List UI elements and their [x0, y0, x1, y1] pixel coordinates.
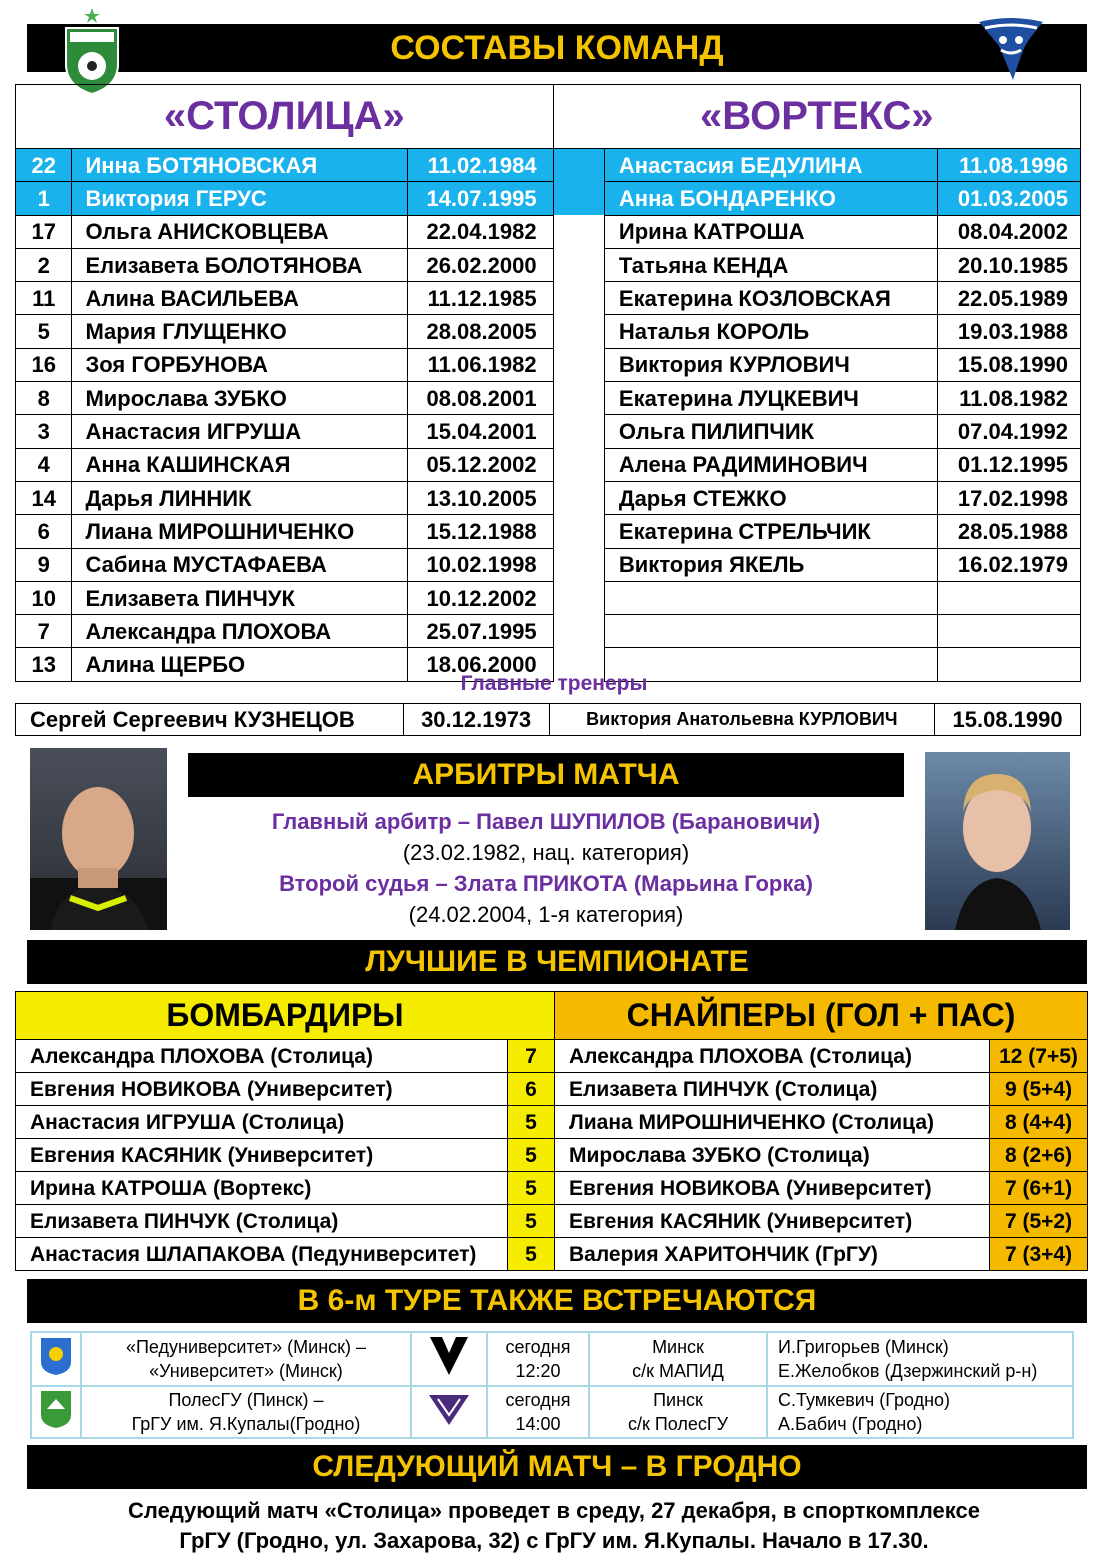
tour-logo-2 — [411, 1386, 487, 1438]
tour-refs — [767, 1386, 1073, 1438]
away-player-name: Ольга ПИЛИПЧИК — [604, 415, 937, 448]
home-player-dob: 18.06.2000 — [407, 648, 553, 681]
home-player-dob: 11.02.1984 — [407, 149, 553, 182]
match-day: сегодня — [505, 1390, 571, 1410]
team-1: ПолесГУ (Пинск) – — [168, 1390, 324, 1410]
home-player-name: Виктория ГЕРУС — [72, 182, 407, 215]
sniper-points: 8 (4+4) — [990, 1106, 1088, 1139]
sniper-name: Валерия ХАРИТОНЧИК (ГрГУ) — [555, 1238, 990, 1271]
scorer-goals: 5 — [508, 1238, 555, 1271]
home-coach-name: Сергей Сергеевич КУЗНЕЦОВ — [16, 704, 404, 736]
home-player-number: 1 — [16, 182, 72, 215]
roster-row — [16, 348, 1081, 381]
home-player-dob: 13.10.2005 — [407, 481, 553, 514]
roster-row — [16, 481, 1081, 514]
home-player-number: 9 — [16, 548, 72, 581]
away-player-name: Екатерина СТРЕЛЬЧИК — [604, 515, 937, 548]
away-player-name: Дарья СТЕЖКО — [604, 481, 937, 514]
match-venue: с/к ПолесГУ — [627, 1414, 729, 1434]
tour-table — [30, 1331, 1074, 1439]
home-player-number: 3 — [16, 415, 72, 448]
home-player-number: 17 — [16, 215, 72, 248]
away-player-name: Татьяна КЕНДА — [604, 248, 937, 281]
home-player-number: 6 — [16, 515, 72, 548]
sniper-name: Лиана МИРОШНИЧЕНКО (Столица) — [555, 1106, 990, 1139]
home-player-name: Анастасия ИГРУША — [72, 415, 407, 448]
snipers-title: СНАЙПЕРЫ (ГОЛ + ПАС) — [555, 992, 1088, 1040]
roster-row — [16, 315, 1081, 348]
scorer-name: Александра ПЛОХОВА (Столица) — [16, 1040, 508, 1073]
home-player-name: Зоя ГОРБУНОВА — [72, 348, 407, 381]
sniper-points: 7 (3+4) — [990, 1238, 1088, 1271]
away-player-name — [604, 581, 937, 614]
next-line-2: ГрГУ (Гродно, ул. Захарова, 32) с ГрГУ им. Я.Купалы. Начало в 17.30. — [179, 1528, 929, 1553]
roster-gap — [553, 415, 604, 448]
tour-logo-2 — [411, 1332, 487, 1386]
scorer-goals: 5 — [508, 1106, 555, 1139]
best-table — [15, 991, 1088, 1271]
away-player-dob: 08.04.2002 — [938, 215, 1081, 248]
away-coach-dob: 15.08.1990 — [935, 704, 1081, 736]
roster-gap — [553, 348, 604, 381]
sniper-points: 9 (5+4) — [990, 1073, 1088, 1106]
away-player-dob: 11.08.1996 — [938, 149, 1081, 182]
second-referee-info: (24.02.2004, 1-я категория) — [408, 902, 684, 927]
away-player-name: Алена РАДИМИНОВИЧ — [604, 448, 937, 481]
home-player-number: 13 — [16, 648, 72, 681]
home-player-number: 11 — [16, 282, 72, 315]
home-player-name: Дарья ЛИННИК — [72, 481, 407, 514]
roster-gap — [553, 581, 604, 614]
sniper-name: Мирослава ЗУБКО (Столица) — [555, 1139, 990, 1172]
home-player-dob: 10.12.2002 — [407, 581, 553, 614]
scorer-goals: 5 — [508, 1205, 555, 1238]
ref-2: Е.Желобков (Дзержинский р-н) — [778, 1361, 1038, 1381]
roster-row — [16, 515, 1081, 548]
tour-match-row — [31, 1332, 1073, 1386]
home-player-name: Ольга АНИСКОВЦЕВА — [72, 215, 407, 248]
away-player-name: Виктория ЯКЕЛЬ — [604, 548, 937, 581]
away-player-name: Ирина КАТРОША — [604, 215, 937, 248]
roster-row — [16, 282, 1081, 315]
sniper-name: Елизавета ПИНЧУК (Столица) — [555, 1073, 990, 1106]
home-player-dob: 15.04.2001 — [407, 415, 553, 448]
home-player-name: Лиана МИРОШНИЧЕНКО — [72, 515, 407, 548]
team-2: «Университет» (Минск) — [149, 1361, 343, 1381]
best-row — [16, 1073, 1088, 1106]
referee-photo-second — [925, 752, 1070, 930]
home-player-dob: 26.02.2000 — [407, 248, 553, 281]
match-city: Минск — [652, 1337, 704, 1357]
home-player-name: Сабина МУСТАФАЕВА — [72, 548, 407, 581]
referees-bar — [188, 753, 904, 797]
tour-venue — [589, 1332, 767, 1386]
u-letter-icon — [426, 1363, 472, 1383]
tour-bar — [27, 1279, 1087, 1323]
scorer-goals: 6 — [508, 1073, 555, 1106]
away-player-dob: 22.05.1989 — [938, 282, 1081, 315]
home-player-name: Анна КАШИНСКАЯ — [72, 448, 407, 481]
away-player-dob: 01.12.1995 — [938, 448, 1081, 481]
title-bar — [27, 24, 1087, 72]
away-team-name: «ВОРТЕКС» — [553, 85, 1080, 149]
next-title: СЛЕДУЮЩИЙ МАТЧ – В ГРОДНО — [312, 1450, 802, 1483]
sniper-points: 7 (6+1) — [990, 1172, 1088, 1205]
roster-gap — [553, 382, 604, 415]
home-player-name: Елизавета БОЛОТЯНОВА — [72, 248, 407, 281]
home-player-number: 14 — [16, 481, 72, 514]
scorers-title: БОМБАРДИРЫ — [16, 992, 555, 1040]
away-player-dob: 17.02.1998 — [938, 481, 1081, 514]
roster-gap — [553, 481, 604, 514]
best-title: ЛУЧШИЕ В ЧЕМПИОНАТЕ — [365, 945, 749, 978]
roster-gap — [553, 548, 604, 581]
best-row — [16, 1172, 1088, 1205]
roster-gap — [553, 615, 604, 648]
away-player-dob — [938, 615, 1081, 648]
main-referee: Главный арбитр – Павел ШУПИЛОВ (Барановичи) — [271, 809, 821, 834]
main-referee-info: (23.02.1982, нац. категория) — [402, 840, 690, 865]
team-2: ГрГУ им. Я.Купалы(Гродно) — [131, 1414, 361, 1434]
away-player-dob — [938, 581, 1081, 614]
referee-photo-main — [30, 748, 167, 930]
roster-gap — [553, 149, 604, 182]
sniper-points: 7 (5+2) — [990, 1205, 1088, 1238]
away-player-name — [604, 615, 937, 648]
roster-row — [16, 615, 1081, 648]
away-player-dob: 15.08.1990 — [938, 348, 1081, 381]
coaches-label: Главные тренеры — [460, 672, 648, 695]
scorer-goals: 7 — [508, 1040, 555, 1073]
referees-title: АРБИТРЫ МАТЧА — [412, 758, 680, 791]
tour-venue — [589, 1386, 767, 1438]
team-1: «Педуниверситет» (Минск) – — [125, 1337, 367, 1357]
away-player-dob: 11.08.1982 — [938, 382, 1081, 415]
sniper-name: Евгения КАСЯНИК (Университет) — [555, 1205, 990, 1238]
best-row — [16, 1040, 1088, 1073]
away-player-dob: 01.03.2005 — [938, 182, 1081, 215]
roster-row — [16, 382, 1081, 415]
home-player-name: Александра ПЛОХОВА — [72, 615, 407, 648]
tour-match-row — [31, 1386, 1073, 1438]
roster-gap — [553, 182, 604, 215]
home-player-name: Алина ВАСИЛЬЕВА — [72, 282, 407, 315]
home-player-number: 5 — [16, 315, 72, 348]
home-player-dob: 22.04.1982 — [407, 215, 553, 248]
away-player-dob: 07.04.1992 — [938, 415, 1081, 448]
match-venue: с/к МАПИД — [632, 1361, 724, 1381]
away-player-dob: 20.10.1985 — [938, 248, 1081, 281]
sniper-points: 8 (2+6) — [990, 1139, 1088, 1172]
best-row — [16, 1106, 1088, 1139]
ref-1: И.Григорьев (Минск) — [778, 1337, 949, 1357]
home-coach-dob: 30.12.1973 — [403, 704, 549, 736]
home-player-dob: 10.02.1998 — [407, 548, 553, 581]
home-player-number: 8 — [16, 382, 72, 415]
home-player-dob: 25.07.1995 — [407, 615, 553, 648]
scorer-name: Ирина КАТРОША (Вортекс) — [16, 1172, 508, 1205]
next-line-1: Следующий матч «Столица» проведет в среду, 27 декабря, в спорткомплексе — [128, 1498, 980, 1523]
stork-crest-icon — [39, 1413, 73, 1433]
roster-table — [15, 84, 1081, 682]
away-player-dob: 28.05.1988 — [938, 515, 1081, 548]
scorer-goals: 5 — [508, 1172, 555, 1205]
scorer-name: Анастасия ИГРУША (Столица) — [16, 1106, 508, 1139]
tour-time — [487, 1332, 589, 1386]
away-player-name: Анна БОНДАРЕНКО — [604, 182, 937, 215]
sniper-points: 12 (7+5) — [990, 1040, 1088, 1073]
away-player-name: Виктория КУРЛОВИЧ — [604, 348, 937, 381]
best-row — [16, 1205, 1088, 1238]
best-row — [16, 1139, 1088, 1172]
home-player-number: 10 — [16, 581, 72, 614]
home-team-logo — [60, 6, 124, 96]
tour-logo-1 — [31, 1386, 81, 1438]
referees-info — [188, 806, 904, 930]
tour-time — [487, 1386, 589, 1438]
scorer-name: Евгения КАСЯНИК (Университет) — [16, 1139, 508, 1172]
home-player-dob: 08.08.2001 — [407, 382, 553, 415]
roster-gap — [553, 248, 604, 281]
scorer-name: Елизавета ПИНЧУК (Столица) — [16, 1205, 508, 1238]
home-player-name: Алина ЩЕРБО — [72, 648, 407, 681]
scorer-name: Анастасия ШЛАПАКОВА (Педуниверситет) — [16, 1238, 508, 1271]
home-player-number: 22 — [16, 149, 72, 182]
match-day: сегодня — [505, 1337, 571, 1357]
next-text — [0, 1496, 1108, 1556]
home-player-name: Елизавета ПИНЧУК — [72, 581, 407, 614]
home-team-name: «СТОЛИЦА» — [16, 85, 554, 149]
tour-logo-1 — [31, 1332, 81, 1386]
match-time: 14:00 — [515, 1414, 561, 1434]
roster-gap — [553, 282, 604, 315]
home-player-dob: 14.07.1995 — [407, 182, 553, 215]
roster-row — [16, 149, 1081, 182]
away-player-name: Наталья КОРОЛЬ — [604, 315, 937, 348]
away-team-logo — [975, 16, 1047, 84]
tour-teams — [81, 1386, 411, 1438]
sun-crest-icon — [39, 1360, 73, 1380]
match-city: Пинск — [653, 1390, 703, 1410]
home-player-number: 16 — [16, 348, 72, 381]
roster-row — [16, 182, 1081, 215]
coaches-table — [15, 703, 1081, 736]
scorer-name: Евгения НОВИКОВА (Университет) — [16, 1073, 508, 1106]
roster-gap — [553, 448, 604, 481]
home-player-name: Мария ГЛУЩЕНКО — [72, 315, 407, 348]
home-player-dob: 05.12.2002 — [407, 448, 553, 481]
home-player-dob: 11.12.1985 — [407, 282, 553, 315]
roster-gap — [553, 315, 604, 348]
home-player-dob: 15.12.1988 — [407, 515, 553, 548]
home-player-number: 4 — [16, 448, 72, 481]
best-bar — [27, 940, 1087, 984]
roster-gap — [553, 215, 604, 248]
tour-refs — [767, 1332, 1073, 1386]
home-player-dob: 28.08.2005 — [407, 315, 553, 348]
home-player-name: Мирослава ЗУБКО — [72, 382, 407, 415]
away-player-name: Анастасия БЕДУЛИНА — [604, 149, 937, 182]
roster-row — [16, 248, 1081, 281]
next-bar — [27, 1445, 1087, 1489]
roster-gap — [553, 515, 604, 548]
best-row — [16, 1238, 1088, 1271]
sniper-name: Александра ПЛОХОВА (Столица) — [555, 1040, 990, 1073]
away-player-dob: 16.02.1979 — [938, 548, 1081, 581]
match-time: 12:20 — [515, 1361, 561, 1381]
sniper-name: Евгения НОВИКОВА (Университет) — [555, 1172, 990, 1205]
roster-row — [16, 415, 1081, 448]
tour-title: В 6-м ТУРЕ ТАКЖЕ ВСТРЕЧАЮТСЯ — [297, 1284, 817, 1317]
tour-teams — [81, 1332, 411, 1386]
roster-row — [16, 548, 1081, 581]
triangle-emblem-icon — [426, 1413, 472, 1433]
home-player-number: 2 — [16, 248, 72, 281]
away-coach-name: Виктория Анатольевна КУРЛОВИЧ — [549, 704, 935, 736]
roster-row — [16, 215, 1081, 248]
away-player-dob: 19.03.1988 — [938, 315, 1081, 348]
ref-1: С.Тумкевич (Гродно) — [778, 1390, 951, 1410]
page-title: СОСТАВЫ КОМАНД — [390, 29, 724, 67]
away-player-name: Екатерина КОЗЛОВСКАЯ — [604, 282, 937, 315]
ref-2: А.Бабич (Гродно) — [778, 1414, 923, 1434]
home-player-number: 7 — [16, 615, 72, 648]
away-player-name: Екатерина ЛУЦКЕВИЧ — [604, 382, 937, 415]
home-player-name: Инна БОТЯНОВСКАЯ — [72, 149, 407, 182]
roster-row — [16, 581, 1081, 614]
roster-row — [16, 448, 1081, 481]
second-referee: Второй судья – Злата ПРИКОТА (Марьина Горка) — [279, 871, 813, 896]
scorer-goals: 5 — [508, 1139, 555, 1172]
home-player-dob: 11.06.1982 — [407, 348, 553, 381]
